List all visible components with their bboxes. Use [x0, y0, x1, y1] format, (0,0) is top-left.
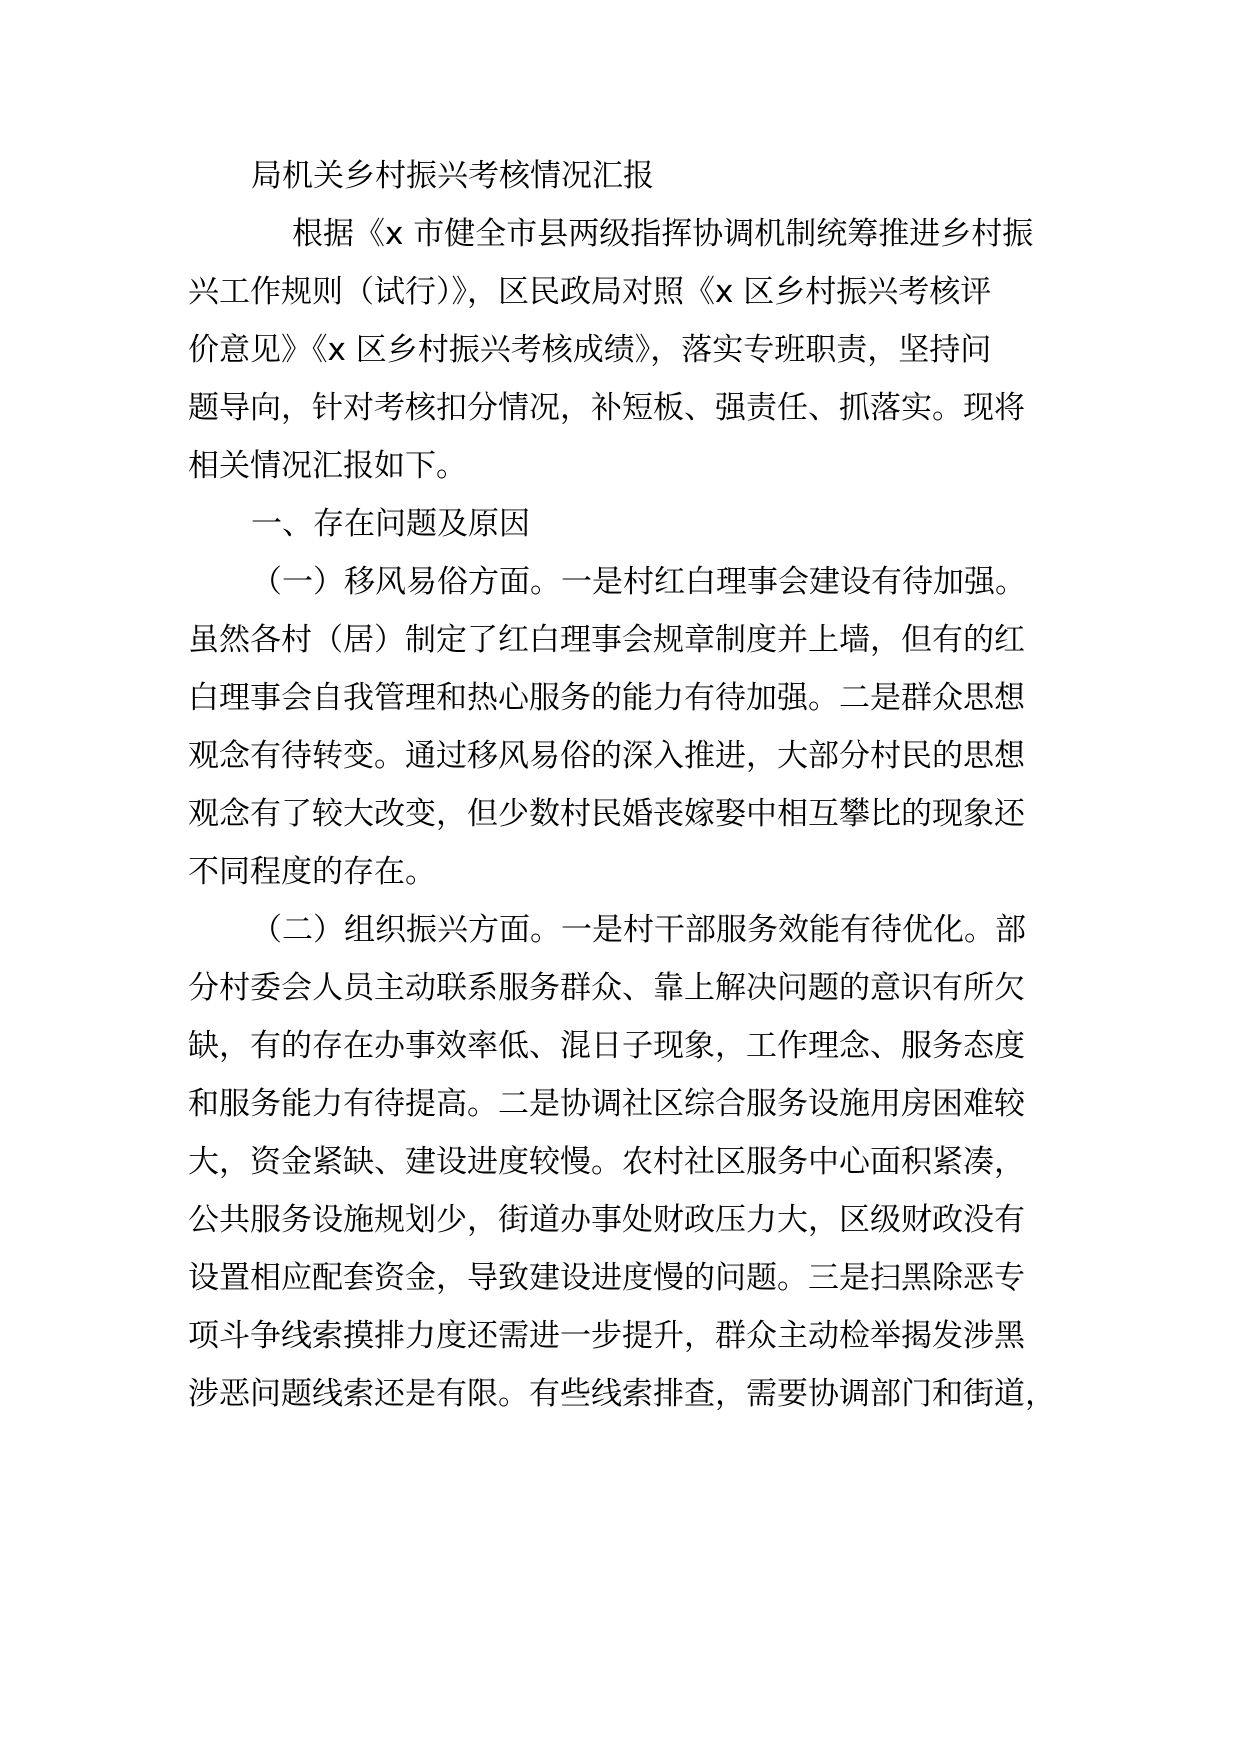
- paragraph-line: 缺，有的存在办事效率低、混日子现象，工作理念、服务态度: [188, 1028, 1025, 1064]
- paragraph-line: 和服务能力有待提高。二是协调社区综合服务设施用房困难较: [188, 1086, 1025, 1122]
- paragraph-line: 白理事会自我管理和热心服务的能力有待加强。二是群众思想: [188, 680, 1025, 716]
- paragraph-line: （一）移风易俗方面。一是村红白理事会建设有待加强。: [251, 564, 1026, 600]
- section-heading: 一、存在问题及原因: [251, 506, 530, 542]
- paragraph-line: 价意见》《x 区乡村振兴考核成绩》，落实专班职责，坚持问: [188, 332, 992, 368]
- paragraph-line: 虽然各村（居）制定了红白理事会规章制度并上墙，但有的红: [188, 622, 1025, 658]
- paragraph-line: 设置相应配套资金，导致建设进度慢的问题。三是扫黑除恶专: [188, 1260, 1025, 1296]
- paragraph-line: 观念有待转变。通过移风易俗的深入推进，大部分村民的思想: [188, 738, 1025, 774]
- paragraph-line: 观念有了较大改变，但少数村民婚丧嫁娶中相互攀比的现象还: [188, 796, 1025, 832]
- paragraph-line: 大，资金紧缺、建设进度较慢。农村社区服务中心面积紧凑，: [188, 1144, 1025, 1180]
- paragraph-line: 根据《x 市健全市县两级指挥协调机制统筹推进乡村振: [292, 216, 1034, 252]
- paragraph-line: 涉恶问题线索还是有限。有些线索排查，需要协调部门和街道，: [188, 1376, 1056, 1412]
- paragraph-line: 相关情况汇报如下。: [188, 448, 467, 484]
- paragraph-line: 公共服务设施规划少，街道办事处财政压力大，区级财政没有: [188, 1202, 1025, 1238]
- paragraph-line: 分村委会人员主动联系服务群众、靠上解决问题的意识有所欠: [188, 970, 1025, 1006]
- paragraph-line: （二）组织振兴方面。一是村干部服务效能有待优化。部: [251, 912, 1026, 948]
- paragraph-line: 项斗争线索摸排力度还需进一步提升，群众主动检举揭发涉黑: [188, 1318, 1025, 1354]
- paragraph-line: 不同程度的存在。: [188, 854, 436, 890]
- paragraph-line: 兴工作规则（试行）》，区民政局对照《x 区乡村振兴考核评: [188, 274, 992, 310]
- document-title: 局机关乡村振兴考核情况汇报: [251, 158, 654, 194]
- paragraph-line: 题导向，针对考核扣分情况，补短板、强责任、抓落实。现将: [188, 390, 1025, 426]
